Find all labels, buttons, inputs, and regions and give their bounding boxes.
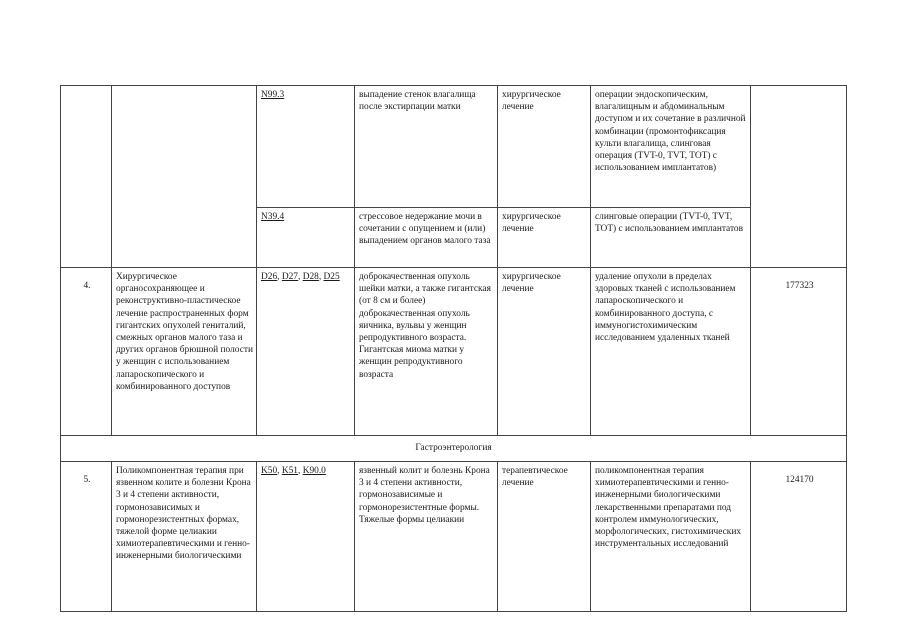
price-value: 124170: [751, 462, 847, 612]
icd-code[interactable]: D25: [323, 272, 340, 282]
row-number: 5.: [61, 462, 112, 612]
price-cell: [751, 86, 847, 268]
section-title: Гастроэнтерология: [61, 436, 847, 462]
icd-codes: [257, 208, 355, 268]
icd-code[interactable]: K90.0: [302, 466, 326, 476]
patient-model: выпадение стенок влагалища после экстирпации матки: [355, 86, 498, 208]
treatment-method: удаление опухоли в пределах здоровых тканей с использованием лапароскопического и комбинированного доступа, с иммуногистохимическим исследованием удаленных тканей: [591, 268, 751, 436]
table-row: [61, 462, 847, 612]
section-row: [61, 436, 847, 462]
icd-codes: [257, 86, 355, 208]
table-row: [61, 86, 847, 208]
treatment-method: поликомпонентная терапия химиотерапевтическими и генно-инженерными биологическими лекарственными препаратами под контролем иммунологических, морфологических, гистохимических инструментальных исследований: [591, 462, 751, 612]
row-number: 4.: [61, 268, 112, 436]
icd-code[interactable]: D28: [302, 272, 319, 282]
care-type: [112, 86, 257, 268]
icd-code[interactable]: D26: [261, 272, 278, 282]
table-row: [61, 268, 847, 436]
patient-model: язвенный колит и болезнь Крона 3 и 4 степени активности, гормонозависимые и гормонорезистентные формы. Тяжелые формы целиакии: [355, 462, 498, 612]
price-value: 177323: [751, 268, 847, 436]
patient-model: доброкачественная опухоль шейки матки, а также гигантская (от 8 см и более) доброкачественная опухоль яичника, вульвы у женщин репродуктивного возраста. Гигантская миома матки у женщин репродуктивного возраста: [355, 268, 498, 436]
care-type: Хирургическое органосохраняющее и реконструктивно-пластическое лечение распространенных форм гигантских опухолей гениталий, смежных органов малого таза и других органов брюшной полости у женщин с использованием лапароскопического и комбинированного доступов: [112, 268, 257, 436]
care-type: Поликомпонентная терапия при язвенном колите и болезни Крона 3 и 4 степени активности, гормонозависимых и гормонорезистентных формах, тяжелой форме целиакии химиотерапевтическими и генно-инженерными биологическими: [112, 462, 257, 612]
icd-code[interactable]: N39.4: [261, 212, 285, 222]
treatment-type: хирургическое лечение: [498, 208, 591, 268]
treatment-type: хирургическое лечение: [498, 86, 591, 208]
patient-model: стрессовое недержание мочи в сочетании с опущением и (или) выпадением органов малого таза: [355, 208, 498, 268]
treatment-method: операции эндоскопическим, влагалищным и абдоминальным доступом и их сочетание в различной комбинации (промонтофиксация культи влагалища, слинговая операция (TVT-0, TVT, TOT) с использованием имплантатов): [591, 86, 751, 208]
icd-codes: D26, D27, D28, D25: [257, 268, 355, 436]
medical-care-table: [60, 85, 847, 612]
icd-code[interactable]: K50: [261, 466, 278, 476]
treatment-type: терапевтическое лечение: [498, 462, 591, 612]
row-number: [61, 86, 112, 268]
icd-code[interactable]: D27: [281, 272, 298, 282]
icd-code[interactable]: K51: [281, 466, 298, 476]
treatment-method: слинговые операции (TVT-0, TVT, TOT) с использованием имплантатов: [591, 208, 751, 268]
icd-codes: K50, K51, K90.0: [257, 462, 355, 612]
icd-code[interactable]: N99.3: [261, 90, 285, 100]
treatment-type: хирургическое лечение: [498, 268, 591, 436]
